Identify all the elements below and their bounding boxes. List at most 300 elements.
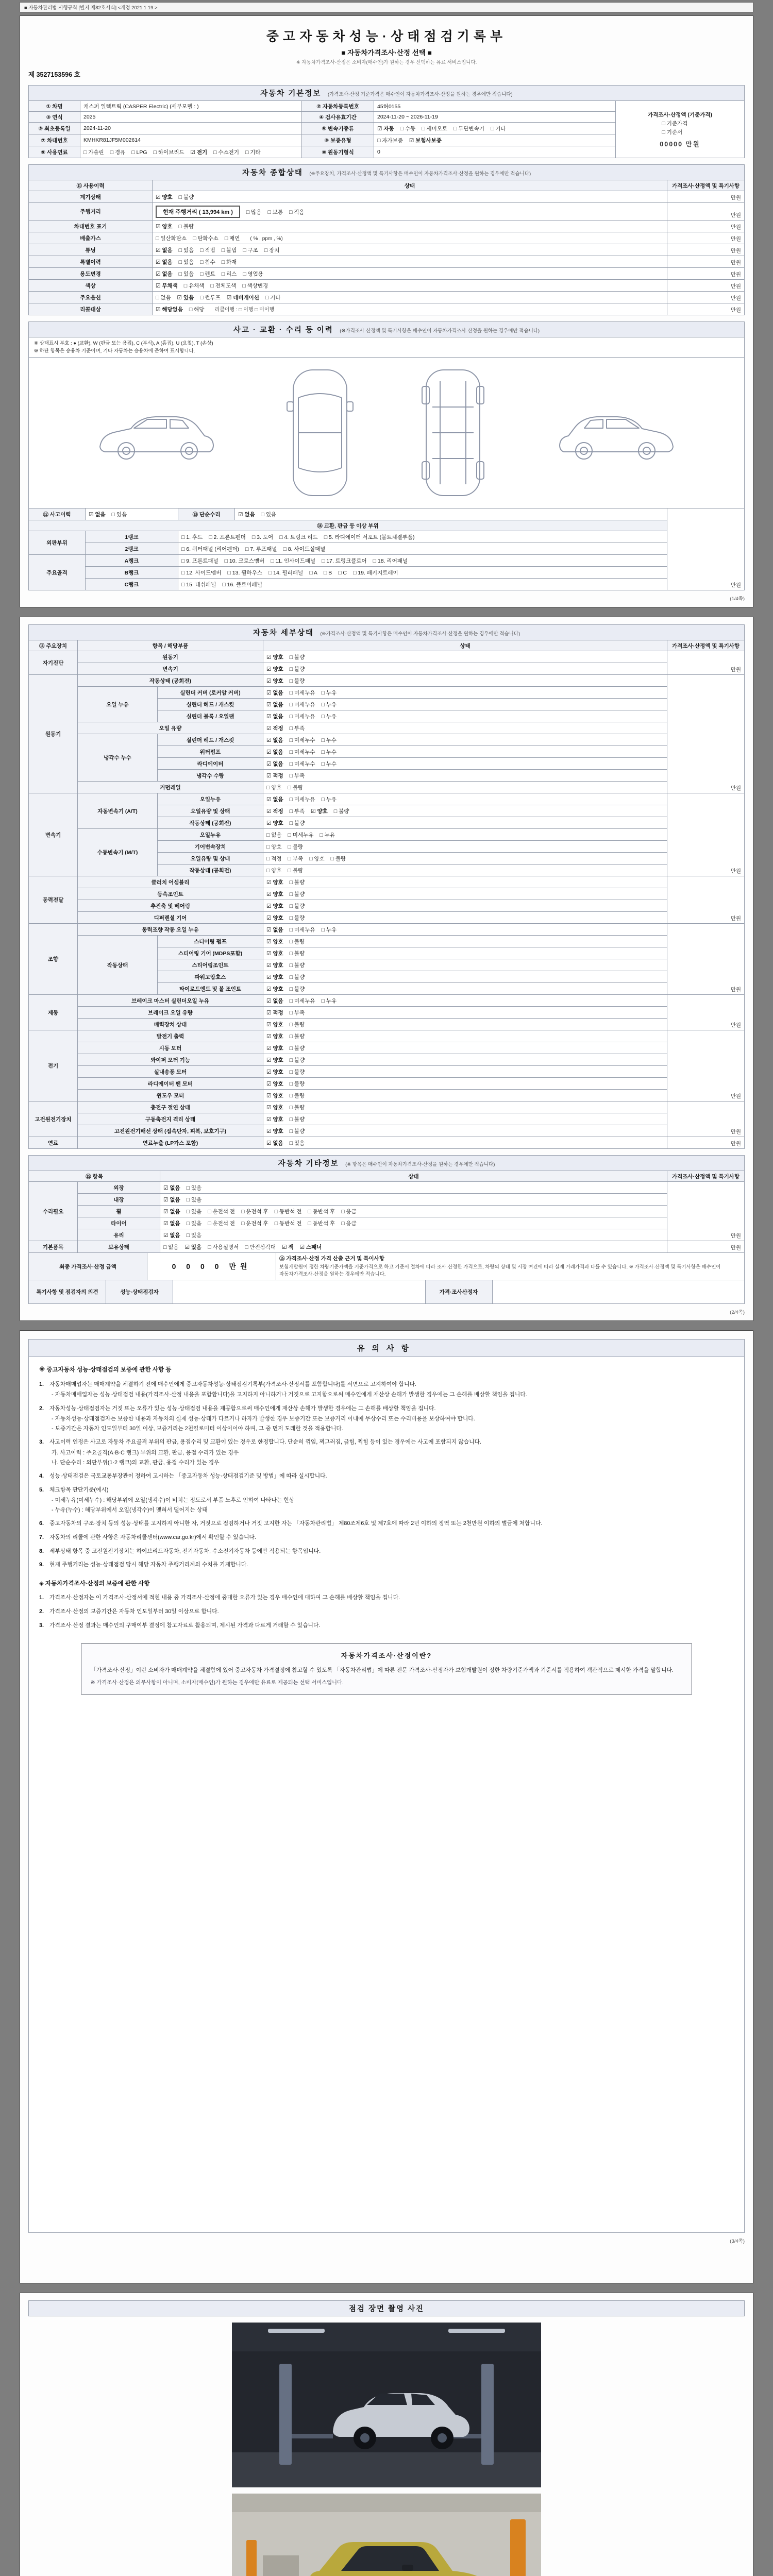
field-value	[263, 1137, 667, 1149]
checkbox-option[interactable]: ☑ 없음	[163, 1208, 180, 1215]
checkbox-option[interactable]: □ 기준서	[662, 129, 683, 135]
field-label	[29, 924, 78, 995]
checkbox-option[interactable]: □ 가솔린	[83, 149, 104, 156]
checkbox-option[interactable]: ☑ 없음	[266, 796, 283, 803]
checkbox-option[interactable]: ☑ 양호	[266, 654, 283, 660]
checkbox-option[interactable]: □ 미세누유	[289, 701, 315, 708]
checkbox-option[interactable]: □ 누수	[321, 737, 337, 743]
checkbox-option[interactable]: □ 누유	[321, 926, 337, 933]
checkbox-option[interactable]: ☑ 없음	[163, 1232, 180, 1239]
field-value	[160, 1241, 667, 1253]
page-1	[20, 15, 753, 607]
cell-text: 동력조향 작동 오일 누유	[142, 926, 199, 933]
checkbox-option[interactable]: ☑ 양호	[311, 808, 328, 815]
checkbox-option[interactable]: □ 1. 후드	[181, 534, 203, 540]
checkbox-option[interactable]: ☑ 양호	[266, 891, 283, 897]
checkbox-option[interactable]: □ 불량	[288, 867, 304, 874]
cell-text: 상태	[408, 1173, 419, 1180]
cell-text: 동력전달	[42, 897, 64, 904]
table-row	[29, 829, 745, 841]
checkbox-option[interactable]: □ 15. 대쉬패널	[181, 581, 216, 588]
checkbox-option[interactable]: □ 부족	[289, 772, 305, 779]
checkbox-option[interactable]: □ 불량	[289, 820, 305, 826]
section-title-detail	[28, 624, 745, 640]
notice-item	[39, 1380, 734, 1389]
checkbox-option[interactable]: □ 썬루프	[200, 294, 221, 301]
checkbox-option[interactable]: □ 영업용	[243, 270, 263, 277]
checkbox-option[interactable]: □ 부족	[289, 725, 305, 732]
checkbox-option[interactable]: □ 불량	[289, 1021, 305, 1028]
section-title-comprehensive	[28, 164, 745, 180]
checkbox-option[interactable]: □ 13. 휠하우스	[227, 569, 262, 576]
notice-item	[39, 1485, 734, 1495]
checkbox-option[interactable]: □ 있음	[186, 1232, 202, 1239]
table-row	[29, 1194, 745, 1206]
detail-state-table	[28, 640, 745, 1149]
checkbox-option[interactable]: □ 14. 필러패널	[268, 569, 304, 576]
checkbox-option[interactable]: □ 안전삼각대	[245, 1244, 276, 1250]
checkbox-option[interactable]: ☑ 양호	[266, 1128, 283, 1134]
field-value	[153, 292, 667, 303]
cell-text: 만원	[730, 868, 741, 874]
checkbox-option[interactable]: □ 동반석 후	[308, 1208, 335, 1215]
field-value	[667, 924, 745, 995]
checkbox-option[interactable]: □ 불량	[178, 223, 194, 230]
checkbox-option[interactable]: □ 불량	[289, 1069, 305, 1075]
checkbox-option[interactable]: □ 부족	[289, 808, 305, 815]
cell-text: 색상	[85, 282, 96, 289]
table-row	[29, 191, 745, 203]
cell-text: 배력장치 상태	[154, 1021, 187, 1028]
checkbox-option[interactable]: □ 불량	[289, 1057, 305, 1063]
checkbox-option[interactable]: □ 불량	[289, 903, 305, 909]
checkbox-option[interactable]: □ 수소전기	[213, 149, 239, 156]
checkbox-option[interactable]: □ 구조	[243, 247, 258, 253]
checkbox-option[interactable]: □ 기타	[245, 149, 261, 156]
field-value	[80, 134, 302, 146]
checkbox-option[interactable]: □ 8. 사이드실패널	[283, 546, 326, 552]
table-row	[29, 567, 745, 579]
checkbox-option[interactable]: □ 불량	[289, 1116, 305, 1123]
field-label	[158, 746, 263, 758]
checkbox-option[interactable]: □ 부족	[289, 1009, 305, 1016]
checkbox-option[interactable]: ☑ 양호	[266, 974, 283, 980]
checkbox-option[interactable]: □ 누유	[321, 701, 337, 708]
checkbox-option[interactable]: ☑ 있음	[184, 1244, 202, 1250]
field-label	[78, 924, 263, 936]
checkbox-option[interactable]: ☑ 양호	[266, 820, 283, 826]
checkbox-option[interactable]: □ 불량	[289, 666, 305, 672]
field-value	[374, 112, 616, 123]
checkbox-option[interactable]: □ 운전석 전	[208, 1220, 235, 1227]
checkbox-option[interactable]: ☑ 전기	[190, 149, 208, 156]
checkbox-option[interactable]: ☑ 없음	[266, 689, 283, 696]
table-row	[29, 244, 745, 256]
checkbox-option[interactable]: □ 수동	[400, 125, 416, 132]
checkbox-option[interactable]: □ 침수	[200, 259, 215, 265]
checkbox-option[interactable]: ☑ 잭	[282, 1244, 294, 1250]
table-row	[29, 232, 745, 244]
checkbox-option[interactable]: □ 누수	[321, 760, 337, 767]
cell-text: 0 0 0 0 만원	[172, 1262, 251, 1271]
checkbox-option[interactable]: ☑ 적정	[266, 725, 283, 732]
section-note: (※가격조사·산정액 및 특기사항은 매수인이 자동차가격조사·산정을 원하는 경우에만 적습니다)	[320, 631, 520, 637]
checkbox-option[interactable]: □ 불량	[289, 879, 305, 886]
table-row	[29, 555, 745, 567]
checkbox-option[interactable]: □ C	[338, 569, 347, 576]
checkbox-option[interactable]: □ 미세누수	[289, 760, 315, 767]
checkbox-option[interactable]: □ 누유	[321, 713, 337, 720]
checkbox-option[interactable]: □ 4. 트렁크 리드	[279, 534, 318, 540]
checkbox-option[interactable]: ☑ 양호	[266, 1116, 283, 1123]
table-row	[29, 292, 745, 303]
checkbox-option[interactable]: □ 3. 도어	[251, 534, 274, 540]
checkbox-option[interactable]: □ 유채색	[183, 282, 205, 289]
checkbox-option[interactable]: □ B	[323, 569, 332, 576]
checkbox-option[interactable]: □ 불량	[289, 1080, 305, 1087]
notice-number: 4.	[39, 1473, 44, 1480]
checkbox-option[interactable]: □ 경유	[110, 149, 126, 156]
table-row	[29, 1280, 745, 1303]
checkbox-option[interactable]: □ 18. 리어패널	[373, 557, 408, 564]
table-row	[29, 687, 745, 699]
checkbox-option[interactable]: ☑ 없음	[238, 511, 255, 518]
checkbox-option[interactable]: ☑ 양호	[266, 903, 283, 909]
checkbox-option[interactable]: ☑ 양호	[266, 962, 283, 969]
checkbox-option[interactable]: □ 10. 크로스멤버	[224, 557, 265, 564]
checkbox-option[interactable]: ☑ 적정	[266, 808, 283, 815]
field-value	[263, 722, 667, 734]
checkbox-option[interactable]: □ 누유	[321, 997, 337, 1004]
checkbox-option[interactable]: ☑ 무채색	[156, 282, 178, 289]
cell-text: 만원	[730, 1232, 741, 1239]
checkbox-option[interactable]: □ 불량	[288, 843, 304, 850]
car-side-right-diagram	[550, 399, 679, 466]
checkbox-option[interactable]: □ 있음	[186, 1208, 202, 1215]
checkbox-option[interactable]: □ 양호	[266, 867, 282, 874]
field-value	[153, 280, 667, 292]
table-row	[29, 256, 745, 268]
checkbox-option[interactable]: □ 적음	[289, 209, 305, 215]
cell-text: 외장	[113, 1184, 124, 1191]
field-label	[86, 531, 178, 543]
checkbox-option[interactable]: □ 누수	[321, 749, 337, 755]
checkbox-option[interactable]: □ 화재	[221, 259, 237, 265]
cell-text: 용도변경	[80, 270, 101, 277]
checkbox-option[interactable]: □ 탄화수소	[192, 235, 219, 242]
field-label	[78, 900, 263, 912]
checkbox-option[interactable]: ☑ 없음	[266, 926, 283, 933]
checkbox-option[interactable]: □ 렌트	[200, 270, 215, 277]
checkbox-option[interactable]: ☑ 없음	[156, 247, 173, 253]
checkbox-option[interactable]: ☑ 있음	[177, 294, 194, 301]
checkbox-option[interactable]: ☑ 양호	[266, 677, 283, 684]
checkbox-option[interactable]: ☑ 양호	[266, 1104, 283, 1111]
field-value	[667, 280, 745, 292]
checkbox-option[interactable]: ☑ 없음	[89, 511, 106, 518]
field-label	[29, 112, 80, 123]
field-value	[667, 203, 745, 221]
checkbox-option[interactable]: □ 동반석 전	[274, 1208, 302, 1215]
checkbox-option[interactable]: □ 미세누유	[289, 689, 315, 696]
checkbox-option[interactable]: □ 기타	[491, 125, 506, 132]
checkbox-option[interactable]: □ 미세누수	[289, 737, 315, 743]
checkbox-option[interactable]: □ 불량	[289, 938, 305, 945]
checkbox-option[interactable]: ☑ 보험사보증	[409, 137, 442, 144]
checkbox-option[interactable]: □ 불량	[333, 808, 349, 815]
checkbox-option[interactable]: □ 있음	[289, 1140, 305, 1146]
field-value	[263, 687, 667, 699]
checkbox-option[interactable]: ☑ 양호	[266, 666, 283, 672]
checkbox-option[interactable]: □ 있음	[178, 270, 194, 277]
checkbox-option[interactable]: □ 보통	[267, 209, 283, 215]
checkbox-option[interactable]: □ 운전석 후	[241, 1208, 268, 1215]
checkbox-option[interactable]: □ 불량	[289, 986, 305, 992]
notice-number: 5.	[39, 1486, 44, 1493]
checkbox-option[interactable]: □ 불량	[289, 950, 305, 957]
checkbox-option[interactable]: □ 리스	[221, 270, 237, 277]
checkbox-option[interactable]: □ 불량	[289, 1045, 305, 1052]
cell-subtext: 리콜이행 : □ 이행 □ 미이행	[214, 307, 275, 313]
checkbox-option[interactable]: ☑ 양호	[266, 879, 283, 886]
checkbox-option[interactable]: ☑ 양호	[266, 986, 283, 992]
checkbox-option[interactable]: □ 누유	[321, 796, 337, 803]
checkbox-option[interactable]: □ 17. 트렁크플로어	[322, 557, 367, 564]
field-label	[158, 936, 263, 947]
car-side-left-diagram	[94, 399, 223, 466]
checkbox-option[interactable]: □ 매연	[224, 235, 240, 242]
checkbox-option[interactable]: □ 일산화탄소	[156, 235, 187, 242]
checkbox-option[interactable]: □ 적법	[200, 247, 215, 253]
checkbox-option[interactable]: □ 양호	[266, 784, 282, 791]
field-label	[158, 734, 263, 746]
checkbox-option[interactable]: □ 사용설명서	[208, 1244, 239, 1250]
checkbox-option[interactable]: □ 불량	[289, 1092, 305, 1099]
checkbox-option[interactable]: ☑ 양호	[266, 950, 283, 957]
checkbox-option[interactable]: □ 동반석 전	[274, 1220, 302, 1227]
checkbox-option[interactable]: □ 없음	[266, 832, 282, 838]
field-label	[78, 1125, 263, 1137]
checkbox-option[interactable]: □ 불법	[221, 247, 237, 253]
checkbox-option[interactable]: ☑ 없음	[163, 1196, 180, 1203]
field-value	[667, 1137, 745, 1149]
checkbox-option[interactable]: ☑ 양호	[156, 223, 173, 230]
field-label	[29, 303, 153, 315]
checkbox-option[interactable]: □ 미세누유	[288, 832, 314, 838]
checkbox-option[interactable]: ☑ 양호	[266, 938, 283, 945]
checkbox-option[interactable]: □ 12. 사이드멤버	[181, 569, 222, 576]
checkbox-option[interactable]: □ 있음	[186, 1196, 202, 1203]
table-row	[29, 1137, 745, 1149]
checkbox-option[interactable]: ☑ 없음	[163, 1184, 180, 1191]
field-label	[158, 805, 263, 817]
doc-no-value: 3527153596	[36, 71, 73, 78]
notice-item	[39, 1437, 734, 1447]
inspection-photo-vehicle-front	[232, 2494, 541, 2576]
field-label	[78, 912, 263, 924]
field-label	[78, 936, 158, 995]
checkbox-option[interactable]: ☑ 없음	[156, 270, 173, 277]
checkbox-option[interactable]: □ 응급	[341, 1208, 357, 1215]
checkbox-option[interactable]: ☑ 적정	[266, 1009, 283, 1016]
checkbox-option[interactable]: □ 양호	[266, 843, 282, 850]
checkbox-option[interactable]: □ 16. 플로어패널	[222, 581, 262, 588]
field-value	[173, 1280, 426, 1303]
checkbox-option[interactable]: □ 전체도색	[210, 282, 237, 289]
checkbox-option[interactable]: □ 9. 프론트패널	[181, 557, 219, 564]
field-value	[263, 651, 667, 663]
checkbox-option[interactable]: ☑ 없음	[266, 713, 283, 720]
checkbox-option[interactable]: □ 불량	[289, 1104, 305, 1111]
checkbox-option[interactable]: □ 불량	[330, 855, 346, 862]
checkbox-option[interactable]: ☑ 스패너	[299, 1244, 322, 1250]
field-value	[276, 1253, 745, 1280]
field-value	[263, 1066, 667, 1078]
checkbox-option[interactable]: □ 불량	[289, 1033, 305, 1040]
checkbox-option[interactable]: ☑ 해당없음	[156, 306, 183, 313]
checkbox-option[interactable]: □ 운전석 전	[208, 1208, 235, 1215]
checkbox-option[interactable]: □ 있음	[186, 1184, 202, 1191]
field-value	[263, 959, 667, 971]
checkbox-option[interactable]: ☑ 없음	[266, 760, 283, 767]
checkbox-option[interactable]: □ 없음	[163, 1244, 179, 1250]
table-row	[29, 663, 745, 675]
checkbox-option[interactable]: □ 많음	[246, 209, 262, 215]
checkbox-option[interactable]: ☑ 양호	[156, 194, 173, 200]
checkbox-option[interactable]: □ 장치	[264, 247, 280, 253]
checkbox-option[interactable]: ☑ 없음	[266, 1140, 283, 1146]
checkbox-option[interactable]: □ 색상변경	[242, 282, 268, 289]
field-label	[86, 579, 178, 590]
field-value	[80, 123, 302, 134]
cell-text: 발전기 출력	[156, 1033, 184, 1040]
checkbox-option[interactable]: □ 해당	[189, 306, 205, 313]
checkbox-option[interactable]: ☑ 네비게이션	[226, 294, 259, 301]
checkbox-option[interactable]: ☑ 없음	[266, 701, 283, 708]
checkbox-option[interactable]: □ 하이브리드	[153, 149, 184, 156]
cell-text: 만원	[730, 582, 741, 588]
checkbox-option[interactable]: ☑ 없음	[156, 259, 173, 265]
field-value	[263, 758, 667, 770]
checkbox-option[interactable]: ☑ 양호	[266, 1092, 283, 1099]
checkbox-option[interactable]: □ 세미오토	[422, 125, 448, 132]
checkbox-option[interactable]: □ 미세누유	[289, 713, 315, 720]
checkbox-option[interactable]: ☑ 양호	[266, 1033, 283, 1040]
checkbox-option[interactable]: □ 있음	[178, 259, 194, 265]
checkbox-option[interactable]: □ 미세누수	[289, 749, 315, 755]
checkbox-option[interactable]: ☑ 없음	[266, 997, 283, 1004]
checkbox-option[interactable]: □ 있음	[186, 1220, 202, 1227]
field-label	[29, 292, 153, 303]
checkbox-option[interactable]: □ 불량	[288, 784, 304, 791]
checkbox-option[interactable]: ☑ 양호	[266, 1021, 283, 1028]
checkbox-option[interactable]: □ 누유	[321, 689, 337, 696]
cell-text: 만원	[730, 235, 741, 242]
checkbox-option[interactable]: □ 19. 패키지트레이	[353, 569, 398, 576]
field-value	[667, 876, 745, 924]
cell-text: ⑥ 변속기종류	[322, 125, 354, 132]
checkbox-option[interactable]: ☑ 자동	[377, 125, 394, 132]
checkbox-option[interactable]: □ 운전석 후	[241, 1220, 268, 1227]
cell-text: 만원	[730, 785, 741, 791]
checkbox-option[interactable]: □ 미세누유	[289, 997, 315, 1004]
cell-text: KMHKR81JF5M002614	[83, 137, 141, 143]
field-label	[78, 1182, 160, 1194]
checkbox-option[interactable]: □ 없음	[156, 294, 171, 301]
checkbox-option[interactable]: ☑ 양호	[266, 914, 283, 921]
cell-text: 실린더 헤드 / 개스킷	[186, 701, 234, 708]
checkbox-option[interactable]: □ 무단변속기	[453, 125, 484, 132]
checkbox-option[interactable]: □ 불량	[289, 1128, 305, 1134]
checkbox-option[interactable]: □ A	[309, 569, 317, 576]
cell-text: 전기	[47, 1063, 59, 1070]
checkbox-option[interactable]: ☑ 양호	[266, 1045, 283, 1052]
checkbox-option[interactable]: □ 양호	[309, 855, 325, 862]
checkbox-option[interactable]: ☑ 적정	[266, 772, 283, 779]
notice-number: 1.	[39, 1381, 44, 1387]
checkbox-option[interactable]: □ 누유	[320, 832, 335, 838]
notice-subitem: - 보증기간은 자동차 인도일부터 30일 이상, 보증거리는 2천킬로미터 이상이어야 하며, 그 중 먼저 도래한 것을 적용합니다.	[52, 1425, 343, 1432]
checkbox-option[interactable]: □ 불량	[178, 194, 194, 200]
checkbox-option[interactable]: ☑ 없음	[163, 1220, 180, 1227]
checkbox-option[interactable]: □ 미세누유	[289, 926, 315, 933]
field-value	[160, 1229, 667, 1241]
cell-text: 만원	[730, 194, 741, 201]
checkbox-option[interactable]: □ 2. 프론트펜더	[209, 534, 246, 540]
cell-text: 원동기	[45, 731, 61, 738]
checkbox-option[interactable]: ☑ 양호	[266, 1080, 283, 1087]
accident-history-table	[28, 508, 745, 590]
checkbox-option[interactable]: □ 있음	[261, 511, 277, 518]
checkbox-option[interactable]: □ 불량	[289, 677, 305, 684]
checkbox-option[interactable]: □ 불량	[289, 962, 305, 969]
checkbox-option[interactable]: □ 미세누유	[289, 796, 315, 803]
field-label	[158, 983, 263, 995]
checkbox-option[interactable]: □ 불량	[289, 891, 305, 897]
checkbox-option[interactable]: □ 있음	[111, 511, 127, 518]
checkbox-option[interactable]: □ 자가보증	[377, 137, 403, 144]
checkbox-option[interactable]: □ 응급	[341, 1220, 357, 1227]
field-label	[263, 640, 667, 651]
checkbox-option[interactable]: ☑ 없음	[266, 737, 283, 743]
checkbox-option[interactable]: □ 있음	[178, 247, 194, 253]
checkbox-option[interactable]: ☑ 양호	[266, 1069, 283, 1075]
cell-text: 연료	[47, 1140, 59, 1146]
checkbox-option[interactable]: □ LPG	[131, 149, 147, 156]
price-appraisal-info-box	[81, 1643, 692, 1694]
checkbox-option[interactable]: □ 기타	[265, 294, 281, 301]
checkbox-option[interactable]: □ 불량	[289, 654, 305, 660]
checkbox-option[interactable]: ☑ 없음	[266, 749, 283, 755]
checkbox-option[interactable]: □ 11. 인사이드패널	[271, 557, 316, 564]
checkbox-option[interactable]: □ 불량	[289, 974, 305, 980]
page-3	[20, 1330, 753, 2283]
checkbox-option[interactable]: ☑ 양호	[266, 1057, 283, 1063]
checkbox-option[interactable]: □ 6. 쿼터패널 (리어펜더)	[181, 546, 239, 552]
checkbox-option[interactable]: □ 7. 루프패널	[245, 546, 277, 552]
checkbox-option[interactable]: □ 적정	[266, 855, 282, 862]
checkbox-option[interactable]: □ 기준가격	[662, 120, 688, 127]
table-row	[29, 1019, 745, 1030]
checkbox-option[interactable]: □ 동반석 후	[308, 1220, 335, 1227]
legend-line-2: ※ 하단 항목은 승용차 기준이며, 기타 자동차는 승용차에 준하여 표시합니다.	[34, 348, 195, 354]
checkbox-option[interactable]: □ 5. 라디에이터 서포트 (볼트체결부품)	[324, 534, 415, 540]
field-value	[153, 268, 667, 280]
checkbox-option[interactable]: □ 부족	[288, 855, 304, 862]
cell-text: 오일누유	[199, 796, 221, 803]
legend-line-1: ※ 상태표시 부호 : ● (교환), W (판금 또는 용접), C (부식), A (흠집), U (요철), T (손상)	[34, 341, 213, 346]
checkbox-option[interactable]: □ 불량	[289, 914, 305, 921]
